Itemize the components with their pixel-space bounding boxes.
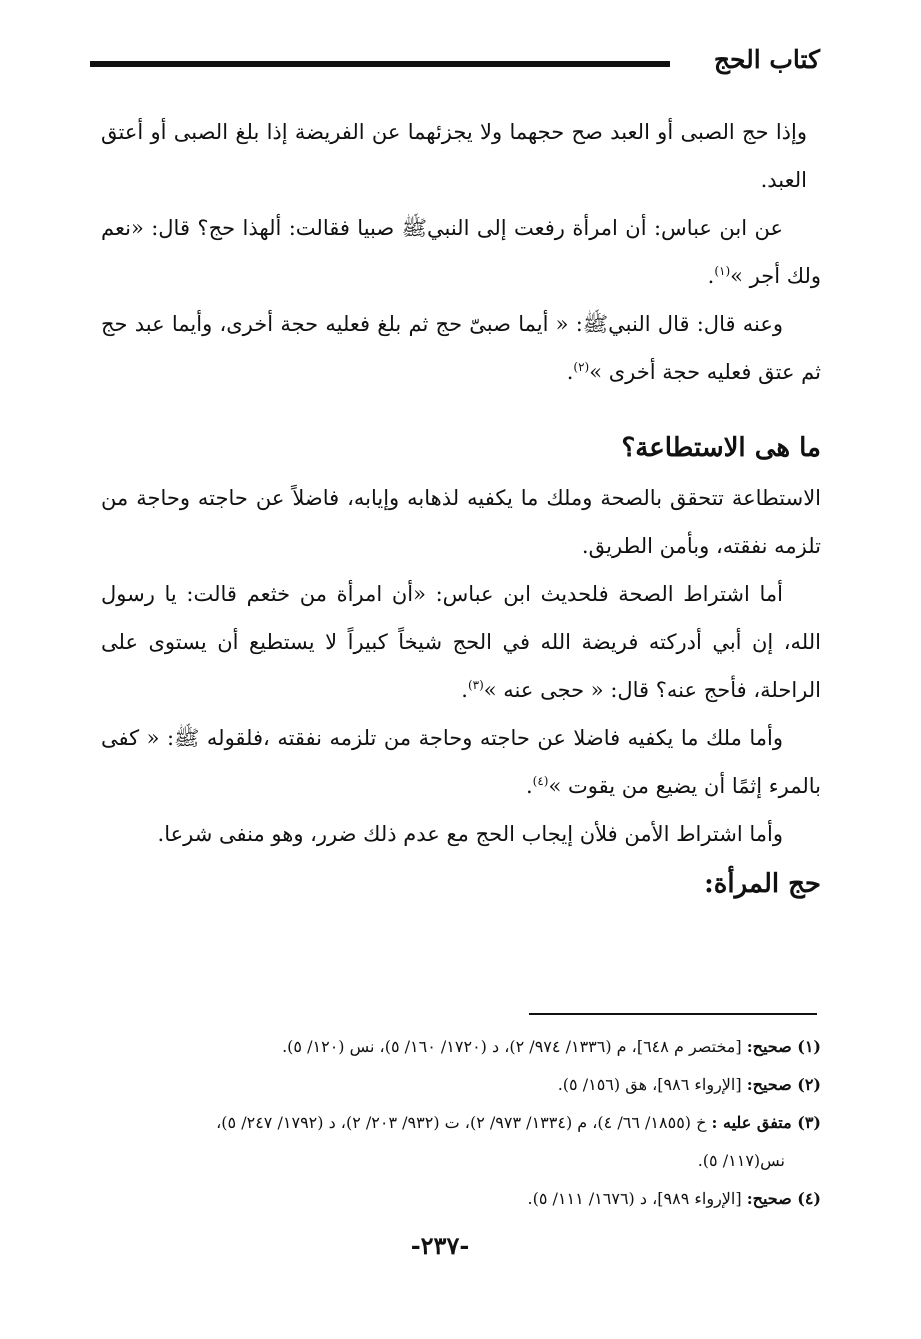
footnote-3-continuation: نس(١١٧/ ٥). — [697, 1151, 785, 1170]
footnote-ref-3[interactable]: (٣) — [467, 678, 484, 692]
paragraph-istitaa-definition: الاستطاعة تتحقق بالصحة وملك ما يكفيه لذهابه وإيابه، فاضلاً عن حاجته وحاجة من تلزمه نفقته، وبأمن الطريق. — [101, 486, 821, 558]
footnote-1: (١) صحيح: [مختصر م ٦٤٨]، م (١٣٣٦/ ٩٧٤/ ٢)، د (١٧٢٠/ ١٦٠/ ٥)، نس (١٢٠/ ٥). — [282, 1037, 821, 1056]
footnotes — [91, 1028, 821, 1218]
footnote-ref-2[interactable]: (٢) — [573, 360, 590, 374]
paragraph-provision-condition: وأما ملك ما يكفيه فاضلا عن حاجته وحاجة من تلزمه نفقته ،فلقوله ﷺ: « كفى بالمرء إثمًا أن يضيع من يقوت »$^{(٤)}$. — [101, 726, 821, 798]
section-heading-women-hajj: حج المرأة: — [704, 869, 821, 899]
paragraph-health-condition: أما اشتراط الصحة فلحديث ابن عباس: «أن امرأة من خثعم قالت: يا رسول الله، إن أبي أدركته فريضة الله في الحج شيخاً كبيراً لا يستطيع أن يستوى على الراحلة، فأحج عنه؟ قال: « حجى عنه »$^{(٣)}$. — [101, 582, 821, 702]
section-heading-istitaa: ما هى الاستطاعة؟ — [621, 433, 821, 463]
paragraph-child-slave-hajj: وإذا حج الصبى أو العبد صح حجهما ولا يجزئهما عن الفريضة إذا بلغ الصبى أو أعتق العبد. — [101, 120, 807, 192]
footnote-ref-4[interactable]: (٤) — [532, 774, 549, 788]
footnote-3: (٣) متفق عليه : خ (١٨٥٥/ ٦٦/ ٤)، م (١٣٣٤/ ٩٧٣/ ٢)، ت (٩٣٢/ ٢٠٣/ ٢)، د (١٧٩٢/ ٢٤٧/ ٥)، — [216, 1113, 821, 1132]
page-number: -٢٣٧- — [410, 1231, 470, 1260]
main-text — [101, 108, 821, 910]
chapter-title: كتاب الحج — [713, 45, 820, 74]
footnote-2: (٢) صحيح: [الإرواء ٩٨٦]، هق (١٥٦/ ٥). — [557, 1075, 821, 1094]
paragraph-second-hadith: وعنه قال: قال النبيﷺ: « أيما صبىّ حج ثم بلغ فعليه حجة أخرى، وأيما عبد حج ثم عتق فعليه حجة أخرى »$^{(٢)}$. — [101, 312, 821, 384]
paragraph-ibn-abbas-hadith: عن ابن عباس: أن امرأة رفعت إلى النبيﷺ صبيا فقالت: ألهذا حج؟ قال: «نعم ولك أجر »$^{(١)}$. — [101, 216, 821, 288]
running-header — [90, 42, 820, 82]
footnote-rule — [529, 1013, 817, 1015]
footnote-ref-1[interactable]: (١) — [714, 264, 731, 278]
header-rule — [90, 61, 670, 67]
paragraph-safety-condition: وأما اشتراط الأمن فلأن إيجاب الحج مع عدم ذلك ضرر، وهو منفى شرعا. — [157, 822, 783, 846]
footnote-4: (٤) صحيح: [الإرواء ٩٨٩]، د (١٦٧٦/ ١١١/ ٥). — [527, 1189, 821, 1208]
